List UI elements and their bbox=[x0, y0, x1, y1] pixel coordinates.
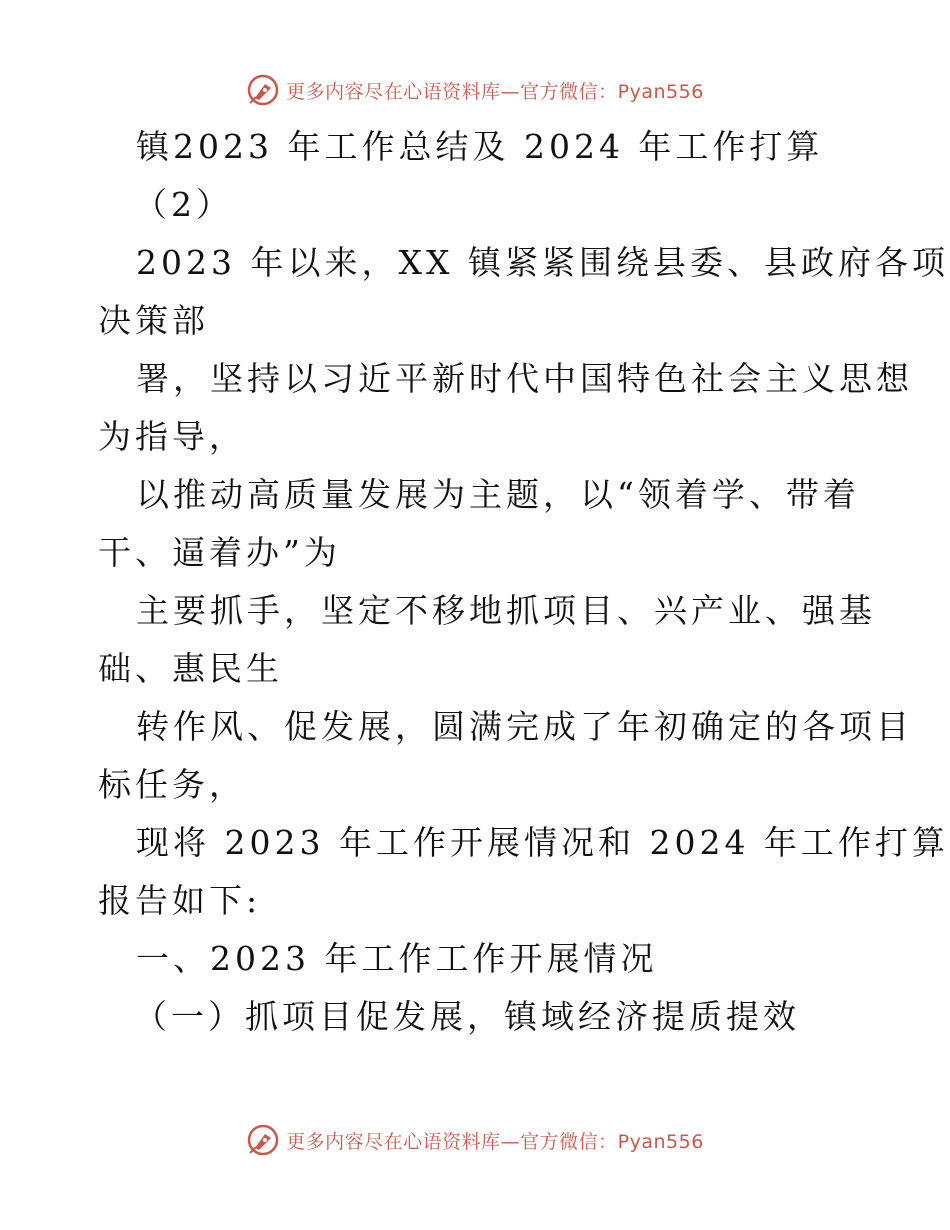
document-subtitle: （2） bbox=[134, 185, 233, 224]
header-watermark bbox=[0, 70, 950, 110]
paragraph-line: 础、惠民生 bbox=[98, 649, 283, 688]
section-heading: 一、2023 年工作工作开展情况 bbox=[136, 939, 658, 978]
paragraph-line: 署，坚持以习近平新时代中国特色社会主义思想 bbox=[136, 359, 913, 398]
paragraph-line: 干、逼着办”为 bbox=[98, 533, 341, 572]
subsection-heading: （一）抓项目促发展，镇域经济提质提效 bbox=[134, 997, 800, 1036]
pen-nib-circle-icon bbox=[246, 1123, 280, 1157]
watermark-text: 更多内容尽在心语资料库—官方微信：Pyan556 bbox=[286, 80, 704, 103]
document-title: 镇2023 年工作总结及 2024 年工作打算 bbox=[136, 127, 824, 166]
document-body bbox=[98, 118, 949, 1046]
paragraph-line: 以推动高质量发展为主题，以“领着学、带着 bbox=[136, 475, 860, 514]
paragraph-line: 现将 2023 年工作开展情况和 2024 年工作打算 bbox=[136, 823, 949, 862]
paragraph-line: 主要抓手，坚定不移地抓项目、兴产业、强基 bbox=[136, 591, 876, 630]
paragraph-line: 标任务， bbox=[98, 765, 246, 804]
paragraph-line: 转作风、促发展，圆满完成了年初确定的各项目 bbox=[136, 707, 913, 746]
paragraph-line: 决策部 bbox=[98, 301, 209, 340]
paragraph-line: 2023 年以来，XX 镇紧紧围绕县委、县政府各项 bbox=[136, 243, 949, 282]
pen-nib-circle-icon bbox=[246, 73, 280, 107]
watermark-text: 更多内容尽在心语资料库—官方微信：Pyan556 bbox=[286, 1130, 704, 1153]
paragraph-line: 报告如下: bbox=[98, 881, 262, 920]
footer-watermark bbox=[0, 1120, 950, 1160]
paragraph-line: 为指导， bbox=[98, 417, 246, 456]
